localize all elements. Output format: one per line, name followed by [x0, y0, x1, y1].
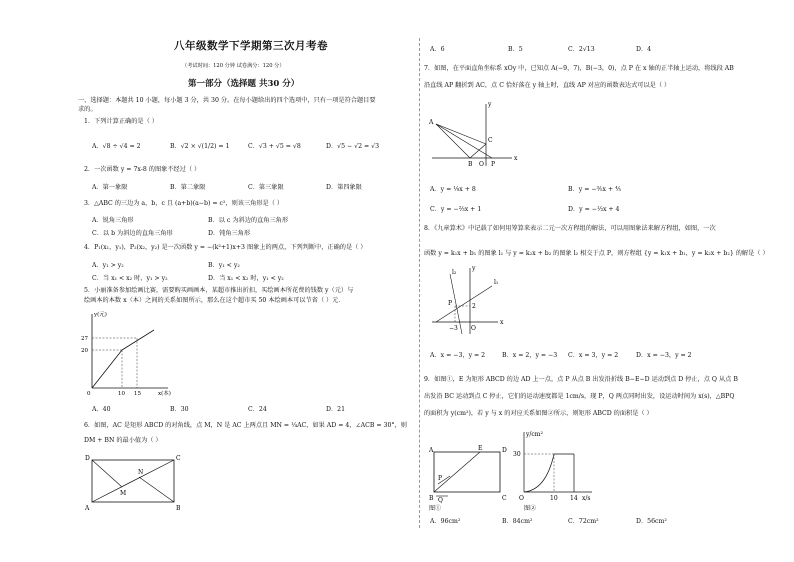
price-line-1 — [92, 350, 122, 388]
exam-subtitle: （考试时间：120 分钟 试卷满分：120 分） — [182, 63, 285, 69]
diagonal-ac — [92, 460, 174, 502]
q9-figure-2 — [513, 430, 598, 512]
q8-option-c: C．x = 3，y = 2 — [568, 352, 619, 359]
tick-14: 14 — [570, 495, 578, 502]
q8-stem-line1: 8．《九章算术》中记载了如何用筹算来表示二元一次方程组的解法，可以用图象法来解方程组，如图，一次 — [424, 225, 716, 232]
label-a: A — [85, 505, 90, 512]
q1-option-c: C．√3 + √5 = √8 — [248, 143, 301, 150]
rectangle-abcd — [434, 452, 500, 492]
q6-option-a: A．6 — [430, 46, 445, 53]
q9-option-b: B．84cm² — [502, 518, 533, 525]
x-unit-label: x(本) — [158, 391, 171, 397]
tick-20: 20 — [81, 348, 88, 354]
segment-be — [434, 452, 480, 492]
instructions-line1: 一、选择题：本题共 10 小题，每小题 3 分，共 30 分。在每小题给出的四个选项中，只有一项是符合题目要 — [78, 97, 376, 104]
tick-15: 15 — [134, 391, 141, 397]
label-c: C — [488, 137, 493, 144]
q5-graph — [78, 310, 178, 398]
label-x: x — [514, 155, 518, 162]
label-a: A — [429, 447, 434, 454]
tick-10: 10 — [118, 391, 125, 397]
label-q: Q — [438, 497, 443, 504]
q7-option-d: D．y = −⅓x + 4 — [568, 206, 620, 213]
q8-option-b: B．x = 2，y = −3 — [502, 352, 558, 359]
q7-option-c: C．y = −⅔x + 1 — [430, 206, 482, 213]
label-a: A — [429, 119, 434, 126]
column-divider — [419, 38, 420, 528]
label-o: O — [479, 161, 484, 168]
segment-bn — [139, 477, 174, 502]
right-column — [424, 0, 769, 562]
label-p: P — [491, 161, 496, 168]
q9-stem-line3: 的面积为 y(cm²)，若 y 与 x 的对应关系如图②所示，则矩形 ABCD 的面积是（ ） — [424, 410, 653, 417]
q6-stem-line1: 6．如图，AC 是矩形 ABCD 的对角线，点 M，N 是 AC 上两点且 MN = ¼AC，如果 AD = 4，∠ACB = 30°，则 — [84, 422, 407, 429]
tick-30: 30 — [513, 451, 521, 458]
part1-heading: 第一部分（选择题 共30 分） — [188, 79, 300, 89]
label-p: P — [438, 475, 443, 482]
q8-stem-line2: 函数 y = k₁x + b₁ 的图象 l₁ 与 y = k₂x + b₂ 的图象 l₂ 相交于点 P，则方程组 {y = k₁x + b₁，y = k₂x + b₂} 的解是（ ） — [424, 250, 769, 257]
q3-option-d: D．钝角三角形 — [208, 230, 251, 237]
q3-stem: 3．△ABC 的三边为 a，b，c 且 (a+b)(a−b) = c²，则该三角形是（ ） — [84, 200, 284, 207]
q4-option-d: D．当 x₁ < x₂ 时，y₁ < y₂ — [208, 275, 284, 282]
q6-stem-line2: DM + BN 的最小值为（ ） — [84, 437, 162, 444]
line-l1 — [436, 286, 492, 322]
q8-option-d: D．x = −3，y = 2 — [636, 352, 692, 359]
q1-option-a: A．√8 ÷ √4 = 2 — [92, 143, 141, 150]
q2-option-b: B．第二象限 — [170, 184, 206, 191]
label-n: N — [138, 469, 144, 476]
q9-option-c: C．72cm² — [568, 518, 599, 525]
segment-ac — [436, 124, 486, 144]
tick-minus3: −3 — [449, 325, 458, 332]
label-p: P — [448, 300, 453, 307]
q9-option-d: D．56cm² — [636, 518, 667, 525]
label-y: y — [488, 101, 492, 108]
label-o: O — [519, 495, 524, 502]
label-m: M — [120, 490, 127, 497]
area-curve — [524, 454, 554, 492]
figure-2-caption: 图② — [524, 505, 537, 512]
exam-title: 八年级数学下学期第三次月考卷 — [174, 40, 328, 52]
label-b: B — [429, 495, 434, 502]
label-l2: l₂ — [452, 269, 457, 276]
q5-option-a: A．40 — [92, 406, 111, 413]
q6-option-b: B．5 — [508, 46, 523, 53]
label-c: C — [176, 455, 181, 462]
label-y: y/cm² — [526, 431, 543, 438]
label-e: E — [478, 445, 483, 452]
label-c: C — [502, 495, 507, 502]
label-y: y — [472, 265, 476, 272]
label-d: D — [85, 455, 90, 462]
segment-ab — [436, 124, 470, 158]
q6-option-d: D．4 — [636, 46, 652, 53]
label-l1: l₁ — [494, 279, 499, 286]
label-o: O — [471, 325, 476, 332]
q5-option-c: C．24 — [248, 406, 267, 413]
y-unit-label: y(元) — [94, 312, 107, 318]
tick-10: 10 — [550, 495, 558, 502]
q6-option-c: C．2√13 — [568, 46, 595, 53]
q8-figure — [428, 266, 508, 338]
label-b: B — [468, 161, 473, 168]
q4-option-a: A．y₁ > y₂ — [92, 262, 124, 269]
q9-stem-line1: 9．如图①，E 为矩形 ABCD 的边 AD 上一点，点 P 从点 B 出发沿折线 B−E−D 运动到点 D 停止，点 Q 从点 B — [424, 376, 738, 383]
q5-stem-line2: 绘画本的本数 x（本）之间的关系如图所示，那么在这个超市买 50 本绘画本可以节省（ ）元． — [84, 297, 345, 304]
q2-stem: 2．一次函数 y = 7x-8 的图象不经过（ ） — [84, 166, 201, 173]
q3-option-b: B．以 c 为斜边的直角三角形 — [208, 217, 289, 224]
q3-option-a: A．锐角三角形 — [92, 217, 134, 224]
q7-option-b: B．y = −⅗x + ⅘ — [568, 186, 622, 193]
q9-figure-1 — [428, 432, 508, 512]
price-line-2 — [122, 330, 154, 350]
q7-stem-line1: 7．如图，在平面直角坐标系 xOy 中，已知点 A(−9，7)，B(−3，0)，点 P 在 x 轴的正半轴上运动，将线段 AB — [424, 65, 734, 72]
q1-option-b: B．√2 × √(1/2) = 1 — [170, 143, 230, 150]
tick-27: 27 — [81, 336, 88, 342]
q7-stem-line2: 沿直线 AP 翻折到 AC，点 C 恰好落在 y 轴上时，直线 AP 对应的函数表达式可以是（ ） — [424, 82, 671, 89]
tick-2: 2 — [472, 303, 476, 310]
line-ap — [436, 124, 492, 158]
q5-option-b: B．30 — [170, 406, 189, 413]
q4-option-c: C．当 x₁ < x₂ 时，y₁ > y₂ — [92, 275, 168, 282]
q2-option-a: A．第一象限 — [92, 184, 128, 191]
q1-option-d: D．√5 − √2 = √3 — [326, 143, 380, 150]
q7-figure — [428, 100, 518, 170]
q2-option-c: C．第三象限 — [248, 184, 284, 191]
q2-option-d: D．第四象限 — [326, 184, 362, 191]
segment-dm — [92, 460, 122, 487]
q3-option-c: C．以 b 为斜边的直角三角形 — [92, 230, 173, 237]
q9-stem-line2: 出发沿 BC 运动到点 C 停止，它们的运动速度都是 1cm/s，现 P，Q 两点同时出发，设运动时间为 x(s)，△BPQ — [424, 393, 735, 400]
q1-stem: 1．下列计算正确的是（ ） — [84, 118, 158, 125]
q6-figure — [84, 454, 184, 512]
q9-option-a: A．96cm² — [430, 518, 461, 525]
q8-option-a: A．x = −3，y = 2 — [430, 352, 486, 359]
q4-stem: 4．P₁(x₁，y₁)，P₂(x₂，y₂) 是一次函数 y = −(k²+1)x+3 图象上的两点，下列判断中，正确的是（ ） — [84, 244, 367, 251]
label-x: x/s — [582, 495, 591, 502]
label-b: B — [176, 505, 181, 512]
left-column — [78, 0, 416, 562]
q4-option-b: B．y₁ < y₂ — [208, 262, 240, 269]
q5-stem-line1: 5．小丽准备参加绘画比赛，需要购买画画本，某超市推出折扣，买绘画本所花费的钱数 y（元）与 — [84, 287, 354, 294]
label-x: x — [500, 319, 504, 326]
figure-1-caption: 图① — [429, 505, 442, 512]
q7-option-a: A．y = ⅑x + 8 — [430, 186, 476, 193]
instructions-line2: 求的。 — [78, 106, 97, 113]
origin-label: 0 — [87, 391, 91, 397]
label-d: D — [502, 447, 507, 454]
q5-option-d: D．21 — [326, 406, 346, 413]
